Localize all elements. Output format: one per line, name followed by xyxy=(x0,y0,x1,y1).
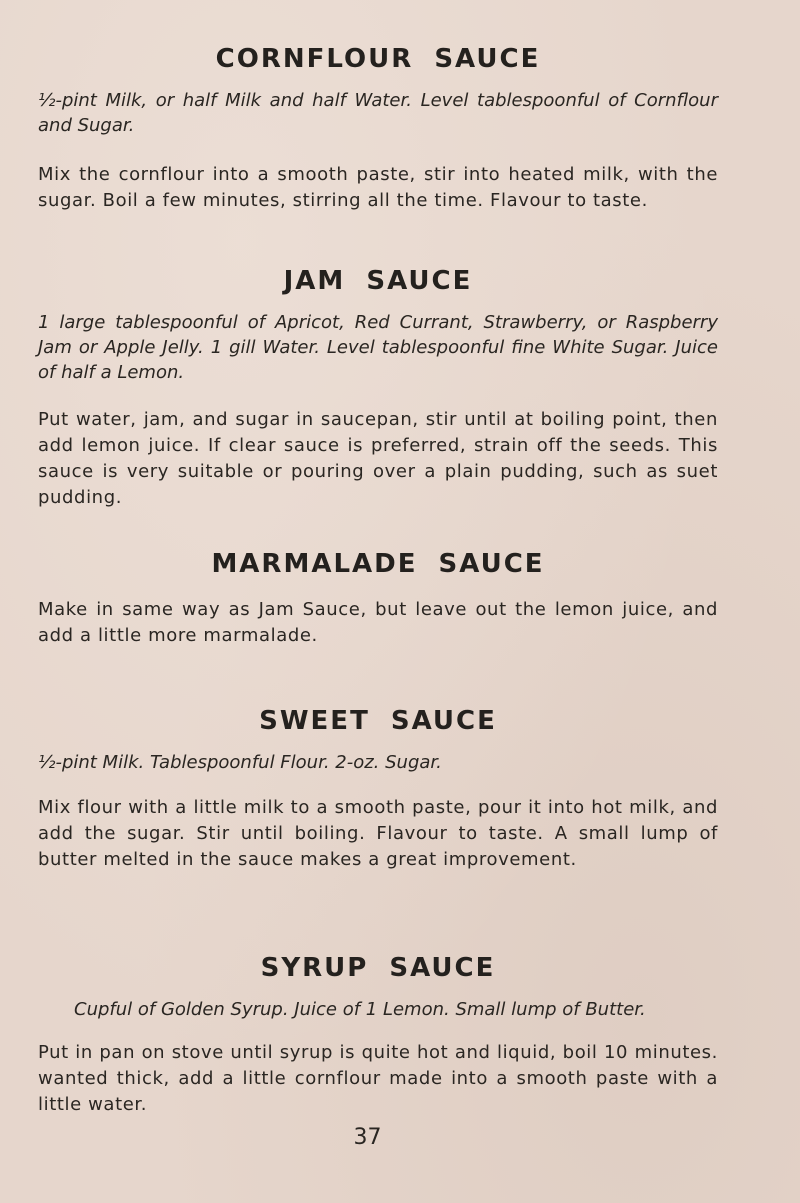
recipe-jam-sauce xyxy=(38,266,718,511)
recipe-ingredients: Cupful of Golden Syrup. Juice of 1 Lemon. Small lump of Butter. xyxy=(74,999,646,1020)
recipe-syrup-sauce xyxy=(38,953,718,1118)
recipe-method: Make in same way as Jam Sauce, but leave out the lemon juice, and add a little more marmalade. xyxy=(38,599,718,646)
recipe-cornflour-sauce xyxy=(38,44,718,214)
recipe-ingredients: ½-pint Milk, or half Milk and half Water. Level tablespoonful of Cornflour and Sugar. xyxy=(38,90,718,136)
recipe-method: Put in pan on stove until syrup is quite hot and liquid, boil 10 minutes. wanted thick, add a little cornflour made into a smooth paste with a little water. xyxy=(38,1042,718,1115)
recipe-ingredients: 1 large tablespoonful of Apricot, Red Currant, Strawberry, or Raspberry Jam or Apple Jelly. 1 gill Water. Level tablespoonful fine White Sugar. Juice of half a Lemon. xyxy=(38,312,718,383)
recipe-marmalade-sauce xyxy=(38,549,718,649)
recipe-sweet-sauce xyxy=(38,706,718,873)
recipe-heading: CORNFLOUR SAUCE xyxy=(215,44,541,74)
recipe-heading: SYRUP SAUCE xyxy=(260,953,496,983)
page-number: 37 xyxy=(353,1125,382,1150)
recipe-ingredients: ½-pint Milk. Tablespoonful Flour. 2-oz. Sugar. xyxy=(38,752,442,773)
recipe-heading: SWEET SAUCE xyxy=(259,706,497,736)
recipe-method: Mix flour with a little milk to a smooth paste, pour it into hot milk, and add the sugar. Stir until boiling. Flavour to taste. A small lump of butter melted in the sauce makes a great improvement. xyxy=(38,797,718,870)
recipe-method: Put water, jam, and sugar in saucepan, stir until at boiling point, then add lemon juice. If clear sauce is preferred, strain off the seeds. This sauce is very suitable or pouring over a plain pudding, such as suet pudding. xyxy=(38,409,718,508)
recipe-method: Mix the cornflour into a smooth paste, stir into heated milk, with the sugar. Boil a few minutes, stirring all the time. Flavour to taste. xyxy=(38,164,718,211)
recipe-heading: MARMALADE SAUCE xyxy=(211,549,545,579)
recipe-heading: JAM SAUCE xyxy=(283,266,473,296)
